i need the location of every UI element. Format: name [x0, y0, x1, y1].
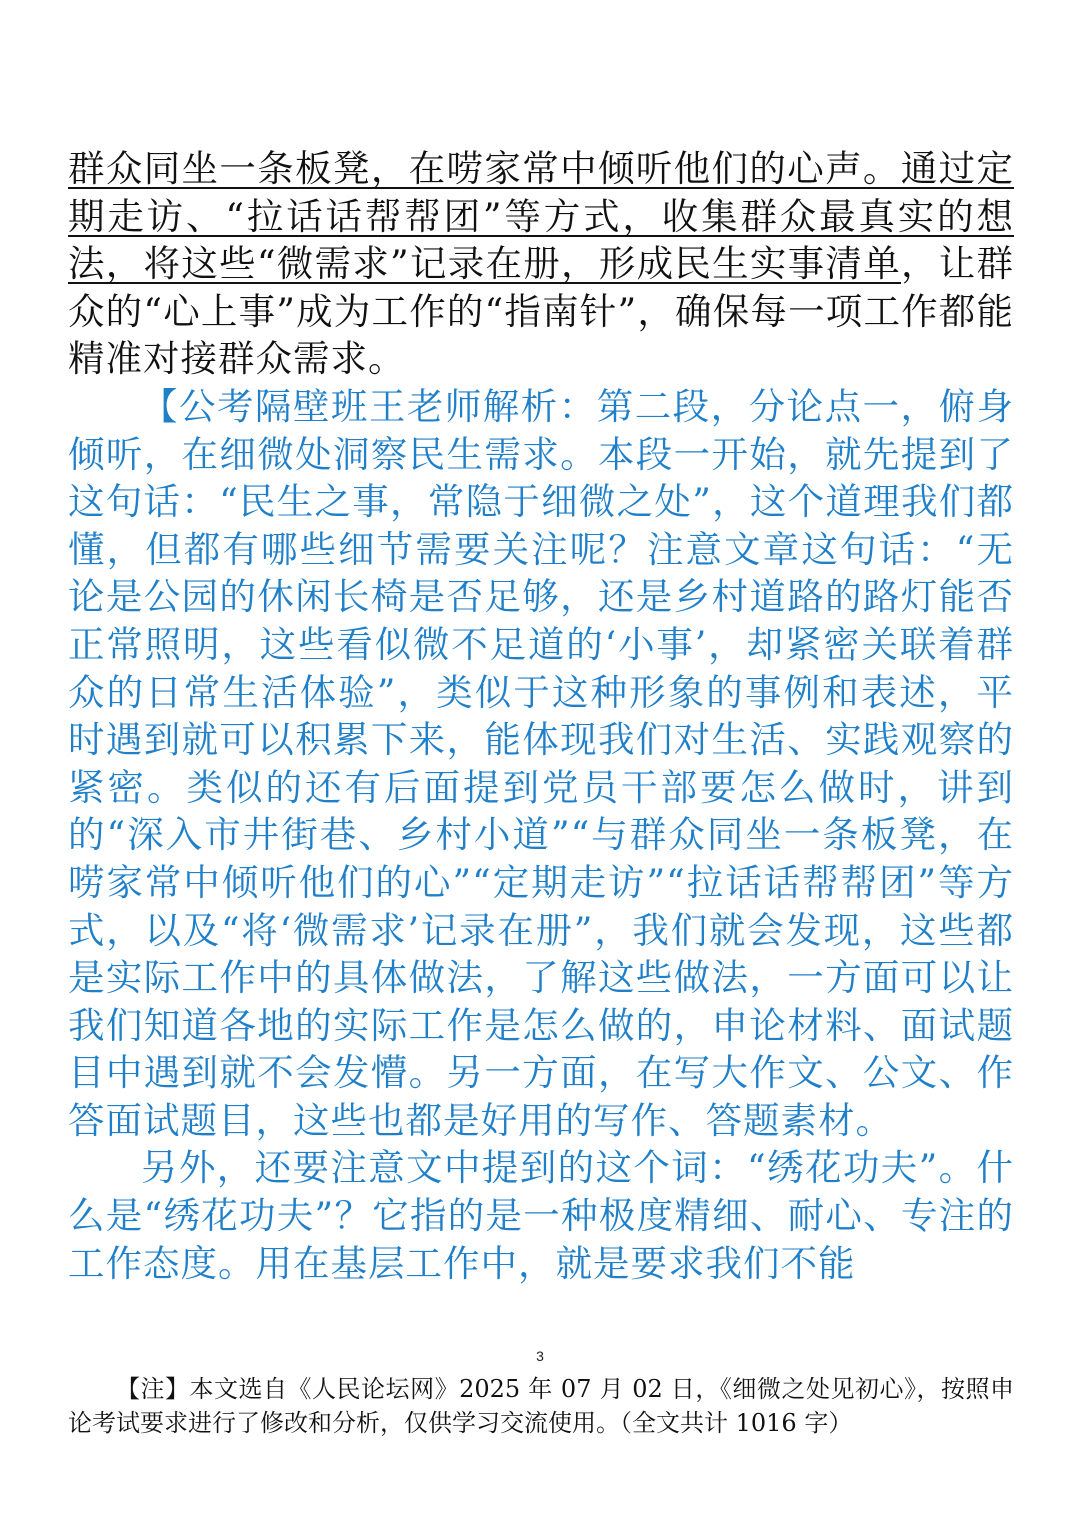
body-text — [68, 145, 1014, 1287]
analysis-paragraph-2: 另外，还要注意文中提到的这个词：“绣花功夫”。什么是“绣花功夫”？它指的是一种极度精细、耐心、专注的工作态度。用在基层工作中，就是要求我们不能 — [68, 1146, 1014, 1285]
analysis-paragraph-1: 【公考隔壁班王老师解析：第二段，分论点一，俯身倾听，在细微处洞察民生需求。本段一开始，就先提到了这句话：“民生之事，常隐于细微之处”，这个道理我们都懂，但都有哪些细节需要关注呢？注意文章这句话：“无论是公园的休闲长椅是否足够，还是乡村道路的路灯能否正常照明，这些看似微不足道的‘小事’，却紧密关联着群众的日常生活体验”，类似于这种形象的事例和表述，平时遇到就可以积累下来，能体现我们对生活、实践观察的紧密。类似的还有后面提到党员干部要怎么做时，讲到的“深入市井街巷、乡村小道”“与群众同坐一条板凳，在唠家常中倾听他们的心”“定期走访”“拉话话帮帮团”等方式，以及“将‘微需求’记录在册”，我们就会发现，这些都是实际工作中的具体做法，了解这些做法，一方面可以让我们知道各地的实际工作是怎么做的，申论材料、面试题目中遇到就不会发懵。另一方面，在写大作文、公文、作答面试题目，这些也都是好用的写作、答题素材。 — [68, 384, 1014, 1142]
plain-text: ，让群众的“心上事”成为工作的“指南针”，确保每一项工作都能精准对接群众需求。 — [68, 242, 1015, 381]
underlined-text: 群众同坐一条板凳，在唠家常中倾听他们的心声。通过定期走访、“拉话话帮帮团”等方式，收集群众最真实的想法，将这些“微需求”记录在册，形成民生实事清单 — [68, 147, 1014, 286]
page-number: 3 — [536, 1348, 544, 1364]
paragraph-continued — [68, 145, 1014, 383]
footnote: 【注】本文选自《人民论坛网》2025 年 07 月 02 日，《细微之处见初心》，按照申论考试要求进行了修改和分析，仅供学习交流使用。（全文共计 1016 字） — [68, 1375, 1014, 1437]
